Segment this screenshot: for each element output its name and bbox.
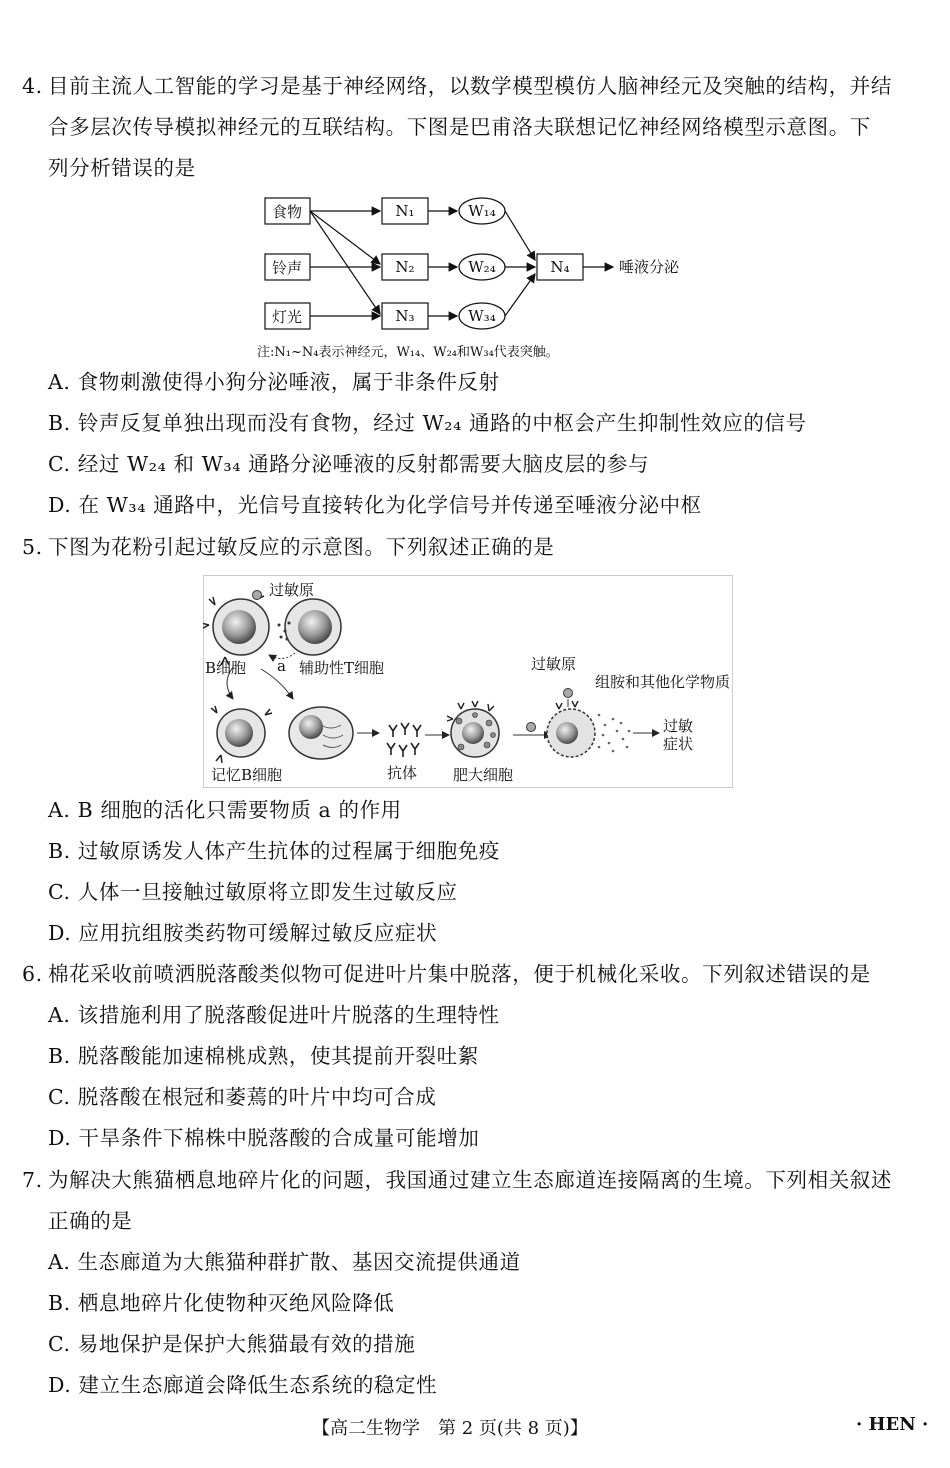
input-label-bell: 铃声 xyxy=(271,259,303,277)
label-allergen-top: 过敏原 xyxy=(269,581,315,599)
mast-cell-image xyxy=(447,701,499,757)
allergy-diagram xyxy=(203,575,733,788)
question-4-option-b: B. 铃声反复单独出现而没有食物，经过 W₂₄ 通路的中枢会产生抑制性效应的信号 xyxy=(48,411,807,435)
label-b-cell: B细胞 xyxy=(205,659,247,677)
neuron-label-n2: N₂ xyxy=(395,258,415,276)
question-7-option-a: A. 生态廊道为大熊猫种群扩散、基因交流提供通道 xyxy=(48,1250,521,1274)
question-6-option-d: D. 干旱条件下棉株中脱落酸的合成量可能增加 xyxy=(48,1126,480,1150)
question-7-option-c: C. 易地保护是保护大熊猫最有效的措施 xyxy=(48,1332,416,1356)
question-5-option-a: A. B 细胞的活化只需要物质 a 的作用 xyxy=(48,798,402,822)
question-5-option-d: D. 应用抗组胺类药物可缓解过敏反应症状 xyxy=(48,921,438,945)
question-6-option-c: C. 脱落酸在根冠和萎蔫的叶片中均可合成 xyxy=(48,1085,437,1109)
memory-b-cell-image xyxy=(211,706,272,763)
question-6-number: 6. xyxy=(22,962,43,986)
neuron-label-n1: N₁ xyxy=(395,202,415,220)
degranulating-mast-cell-image xyxy=(547,689,630,758)
question-7-stem-line-2: 正确的是 xyxy=(48,1209,133,1233)
question-4-option-d: D. 在 W₃₄ 通路中，光信号直接转化为化学信号并传递至唾液分泌中枢 xyxy=(48,493,702,517)
page-footer: 【高二生物学 第 2 页(共 8 页)】 xyxy=(312,1418,588,1439)
label-helper-t-cell: 辅助性T细胞 xyxy=(299,659,385,677)
label-symptom-1: 过敏 xyxy=(663,717,694,735)
question-7-number: 7. xyxy=(22,1168,43,1192)
neural-network-diagram xyxy=(255,190,705,366)
question-6-option-b: B. 脱落酸能加速棉桃成熟，使其提前开裂吐絮 xyxy=(48,1044,479,1068)
synapse-label-w34: W₃₄ xyxy=(468,307,496,325)
question-6-stem: 棉花采收前喷洒脱落酸类似物可促进叶片集中脱落，便于机械化采收。下列叙述错误的是 xyxy=(48,962,871,986)
plasma-cell-image xyxy=(289,707,353,759)
label-substance-a: a xyxy=(277,657,286,675)
question-4-stem-line-2: 合多层次传导模拟神经元的互联结构。下图是巴甫洛夫联想记忆神经网络模型示意图。下 xyxy=(48,115,871,139)
b-cell-image xyxy=(203,591,269,666)
question-4-option-c: C. 经过 W₂₄ 和 W₃₄ 通路分泌唾液的反射都需要大脑皮层的参与 xyxy=(48,452,650,476)
antibody-icons xyxy=(387,723,421,757)
question-4-stem-line-1: 目前主流人工智能的学习是基于神经网络，以数学模型模仿人脑神经元及突触的结构，并结 xyxy=(48,74,892,98)
question-5-number: 5. xyxy=(22,535,43,559)
label-allergen-right: 过敏原 xyxy=(531,655,577,673)
label-histamine: 组胺和其他化学物质 xyxy=(595,673,731,691)
footer-code: · HEN · xyxy=(856,1414,929,1435)
synapse-label-w14: W₁₄ xyxy=(468,202,496,220)
question-7-option-b: B. 栖息地碎片化使物种灭绝风险降低 xyxy=(48,1291,395,1315)
neuron-label-n3: N₃ xyxy=(395,307,415,325)
label-mast-cell: 肥大细胞 xyxy=(453,766,514,784)
helper-t-cell-image xyxy=(269,599,341,659)
output-label-salivation: 唾液分泌 xyxy=(619,258,680,276)
diagram-note: 注:N₁~N₄表示神经元，W₁₄、W₂₄和W₃₄代表突触。 xyxy=(257,345,559,360)
neuron-label-n4: N₄ xyxy=(550,258,570,276)
label-antibody: 抗体 xyxy=(387,764,418,782)
input-label-light: 灯光 xyxy=(271,308,303,326)
label-memory-b-cell: 记忆B细胞 xyxy=(211,766,283,784)
question-4-number: 4. xyxy=(22,74,43,98)
question-5-stem: 下图为花粉引起过敏反应的示意图。下列叙述正确的是 xyxy=(48,535,555,559)
question-4-option-a: A. 食物刺激使得小狗分泌唾液，属于非条件反射 xyxy=(48,370,500,394)
input-label-food: 食物 xyxy=(271,203,303,221)
question-5-option-c: C. 人体一旦接触过敏原将立即发生过敏反应 xyxy=(48,880,458,904)
question-4-stem-line-3: 列分析错误的是 xyxy=(48,156,196,180)
question-6-option-a: A. 该措施利用了脱落酸促进叶片脱落的生理特性 xyxy=(48,1003,500,1027)
question-7-option-d: D. 建立生态廊道会降低生态系统的稳定性 xyxy=(48,1373,438,1397)
question-5-option-b: B. 过敏原诱发人体产生抗体的过程属于细胞免疫 xyxy=(48,839,500,863)
synapse-label-w24: W₂₄ xyxy=(468,258,496,276)
label-symptom-2: 症状 xyxy=(663,735,694,753)
question-7-stem-line-1: 为解决大熊猫栖息地碎片化的问题，我国通过建立生态廊道连接隔离的生境。下列相关叙述 xyxy=(48,1168,892,1192)
